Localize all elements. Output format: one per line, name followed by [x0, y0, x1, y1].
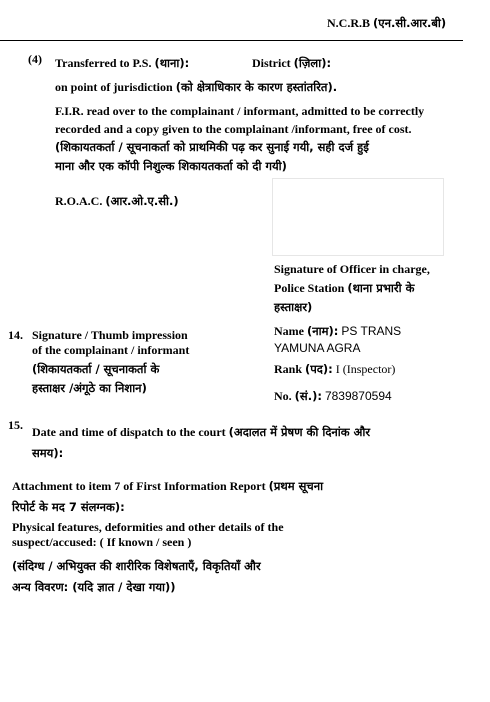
- header-divider: [0, 40, 463, 41]
- section-4-number: (4): [28, 52, 42, 66]
- dispatch-to-court-label: Date and time of dispatch to the court (अदालत में प्रेषण की दिनांक और समय):: [32, 425, 371, 460]
- ncrb-header: [327, 16, 446, 31]
- transferred-to-ps-label: Transferred to P.S. (थाना):: [55, 56, 190, 70]
- complainant-signature-label: Signature / Thumb impression of the complainant / informant: [32, 328, 190, 357]
- officer-rank-value: I (Inspector): [335, 362, 396, 376]
- officer-signature-area: [272, 178, 444, 256]
- ncrb-label: N.C.R.B: [327, 16, 371, 30]
- roac-label: R.O.A.C. (आर.ओ.ए.सी.): [55, 194, 179, 208]
- physical-features-label-hindi: (संदिग्ध / अभियुक्त की शारीरिक विशेषताएँ, विकृतियाँ और अन्य विवरण: (यदि ज्ञात / देखा गया)): [12, 559, 261, 594]
- officer-name-value-cont: YAMUNA AGRA: [274, 341, 361, 355]
- attachment-title: Attachment to item 7 of First Information Report (प्रथम सूचना रिपोर्ट के मद 7 संलग्नक):: [12, 479, 324, 514]
- complainant-signature-label-hindi: (शिकायतकर्ता / सूचनाकर्ता के हस्ताक्षर /अंगूठे का निशान): [32, 362, 160, 395]
- district-label: District (ज़िला):: [252, 56, 332, 70]
- officer-number-label: No.: [274, 389, 292, 403]
- section-15-number: 15.: [8, 418, 23, 432]
- officer-name-label: Name: [274, 324, 304, 338]
- ncrb-label-hindi: (एन.सी.आर.बी): [373, 16, 447, 30]
- officer-name-field: Name (नाम): PS TRANS YAMUNA AGRA: [274, 324, 402, 355]
- physical-features-label: Physical features, deformities and other details of the suspect/accused: ( If known / seen ): [12, 520, 284, 549]
- officer-signature-label: Signature of Officer in charge, Police Station (थाना प्रभारी के हस्ताक्षर): [274, 262, 430, 314]
- officer-rank-label: Rank: [274, 362, 303, 376]
- officer-number-value: 7839870594: [324, 389, 392, 403]
- section-14-number: 14.: [8, 328, 23, 342]
- jurisdiction-line: on point of jurisdiction (को क्षेत्राधिकार के कारण हस्तांतरित).: [55, 80, 338, 94]
- officer-name-value: PS TRANS: [341, 324, 402, 338]
- fir-readover-statement: F.I.R. read over to the complainant / informant, admitted to be correctly recorded and a copy given to the complainant /informant, free of cost.: [55, 104, 425, 136]
- officer-rank-field: Rank (पद): I (Inspector): [274, 362, 396, 376]
- fir-readover-statement-hindi: (शिकायतकर्ता / सूचनाकर्ता को प्राथमिकी पढ़ कर सुनाई गयी, सही दर्ज हुई माना और एक कॉपी निशुल्क शिकायतकर्ता को दी गयी): [55, 140, 369, 173]
- officer-number-field: No. (सं.): 7839870594: [274, 389, 392, 403]
